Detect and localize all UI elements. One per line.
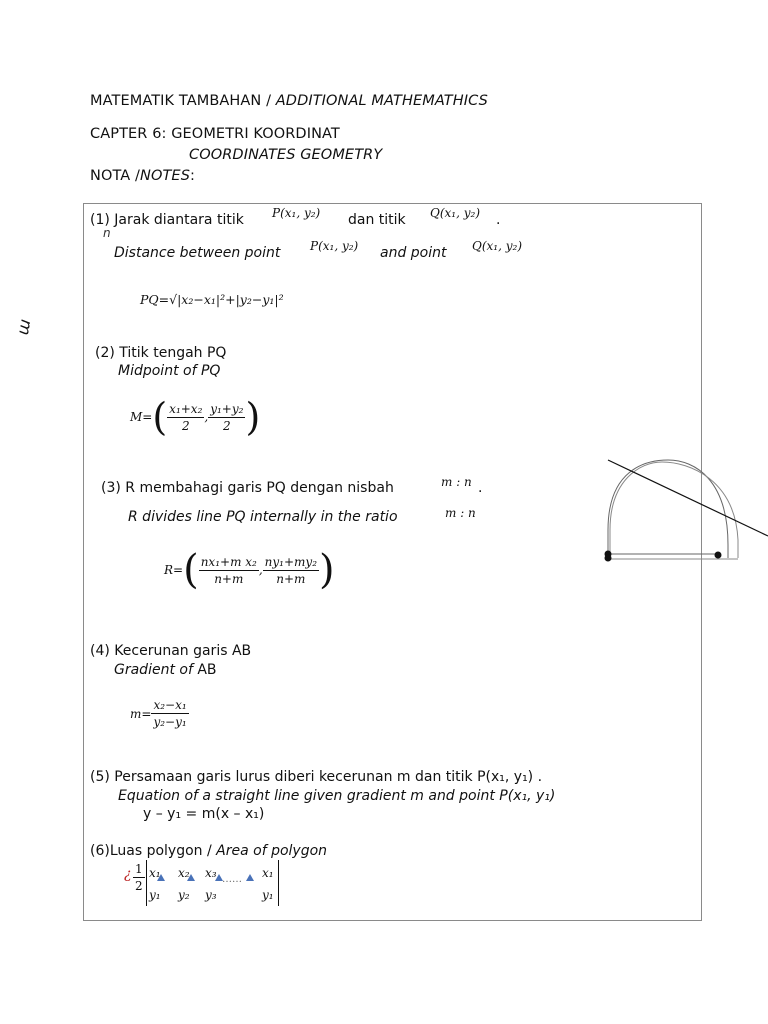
poly-bottom-y1-end: y₁ (262, 888, 274, 902)
s5-line2: Equation of a straight line given gradient m and point P(x₁, y₁) (118, 788, 556, 804)
chapter-title: CAPTER 6: GEOMETRI KOORDINAT (90, 126, 340, 142)
stray-m-mark: m (15, 318, 37, 337)
gradient-fraction: $\frac{\text{x₂−x₁}}{\text{y₂−y₁}}$ (153, 698, 187, 729)
s5-line3: y – y₁ = m(x – x₁) (143, 806, 265, 822)
arrow-marker (246, 874, 254, 881)
s1-point-p-2: P(x₁, y₂) (310, 239, 359, 253)
midpoint-formula: M= ( $\frac{\text{x₁+x₂}}{2}$ , $\frac{\text{y₁+y₂}}{2}$ ) (130, 395, 261, 439)
half-fraction: $\frac{1}{2}$ (135, 862, 143, 893)
poly-top-ellipsis: …… (222, 874, 242, 885)
midpoint-x-fraction: $\frac{\text{x₁+x₂}}{2}$ (169, 401, 203, 433)
s1-point-q-2: Q(x₁, y₂) (472, 239, 522, 253)
poly-bottom-y2: y₂ (178, 888, 190, 902)
poly-top-x3: x₃ (205, 866, 217, 880)
title-malay: MATEMATIK TAMBAHAN / (90, 93, 276, 109)
s1-line2: Distance between point (114, 245, 281, 261)
s3-ratio: m : n (441, 475, 472, 489)
s6-line1: (6)Luas polygon / Area of polygon (90, 843, 328, 859)
poly-top-x1: x₁ (149, 866, 161, 880)
s1-line1-dan: dan titik (348, 212, 406, 228)
section-y-fraction: $\frac{\text{ny₁+my₂}}{n+m}$ (264, 554, 318, 586)
s1-point-q: Q(x₁, y₂) (430, 206, 480, 220)
semicircle-drawing (600, 450, 768, 570)
s1-dot: . (496, 212, 501, 228)
notes-heading: NOTA /NOTES: (90, 168, 195, 184)
stray-n-mark: n (103, 226, 111, 240)
s2-line2: Midpoint of PQ (118, 363, 221, 379)
section-x-fraction: $\frac{\text{nx₁+m x₂}}{n+m}$ (200, 554, 257, 586)
s5-line1: (5) Persamaan garis lurus diberi kecerunan m dan titik P(x₁, y₁) . (90, 769, 543, 785)
s1-line1: (1) Jarak diantara titik (90, 212, 244, 228)
s1-line2-and: and point (380, 245, 447, 261)
poly-bottom-y3: y₃ (205, 888, 217, 902)
distance-formula: PQ=√|x₂−x₁|²+|y₂−y₁|² (140, 292, 284, 307)
poly-top-x1-end: x₁ (262, 866, 274, 880)
s3-ratio-2: m : n (445, 506, 476, 520)
s3-line2: R divides line PQ internally in the ratio (128, 509, 398, 525)
title-english: ADDITIONAL MATHEMATHICS (275, 93, 488, 109)
polygon-right-bar (278, 860, 279, 906)
arrow-marker (157, 874, 165, 881)
document-title (90, 93, 488, 109)
s3-dot: . (478, 480, 483, 496)
s1-point-p: P(x₁, y₂) (272, 206, 321, 220)
poly-top-x2: x₂ (178, 866, 190, 880)
s2-line1: (2) Titik tengah PQ (95, 345, 227, 361)
section-formula: R= ( $\frac{\text{nx₁+m x₂}}{n+m}$ , $\frac{\text{ny₁+my₂}}{n+m}$ ) (164, 547, 335, 593)
poly-bottom-y1: y₁ (149, 888, 161, 902)
arrow-marker (187, 874, 195, 881)
polygon-left-bar (146, 860, 147, 906)
s3-line1: (3) R membahagi garis PQ dengan nisbah (101, 480, 394, 496)
midpoint-y-fraction: $\frac{\text{y₁+y₂}}{2}$ (210, 401, 244, 433)
s4-line1: (4) Kecerunan garis AB (90, 643, 252, 659)
gradient-formula: m= $\frac{\text{x₂−x₁}}{\text{y₂−y₁}}$ (130, 698, 187, 729)
s4-line2: Gradient of AB (114, 662, 217, 678)
cursor-mark: ¿ (124, 866, 132, 882)
arrow-marker (215, 874, 223, 881)
chapter-title-english: COORDINATES GEOMETRY (189, 147, 383, 163)
